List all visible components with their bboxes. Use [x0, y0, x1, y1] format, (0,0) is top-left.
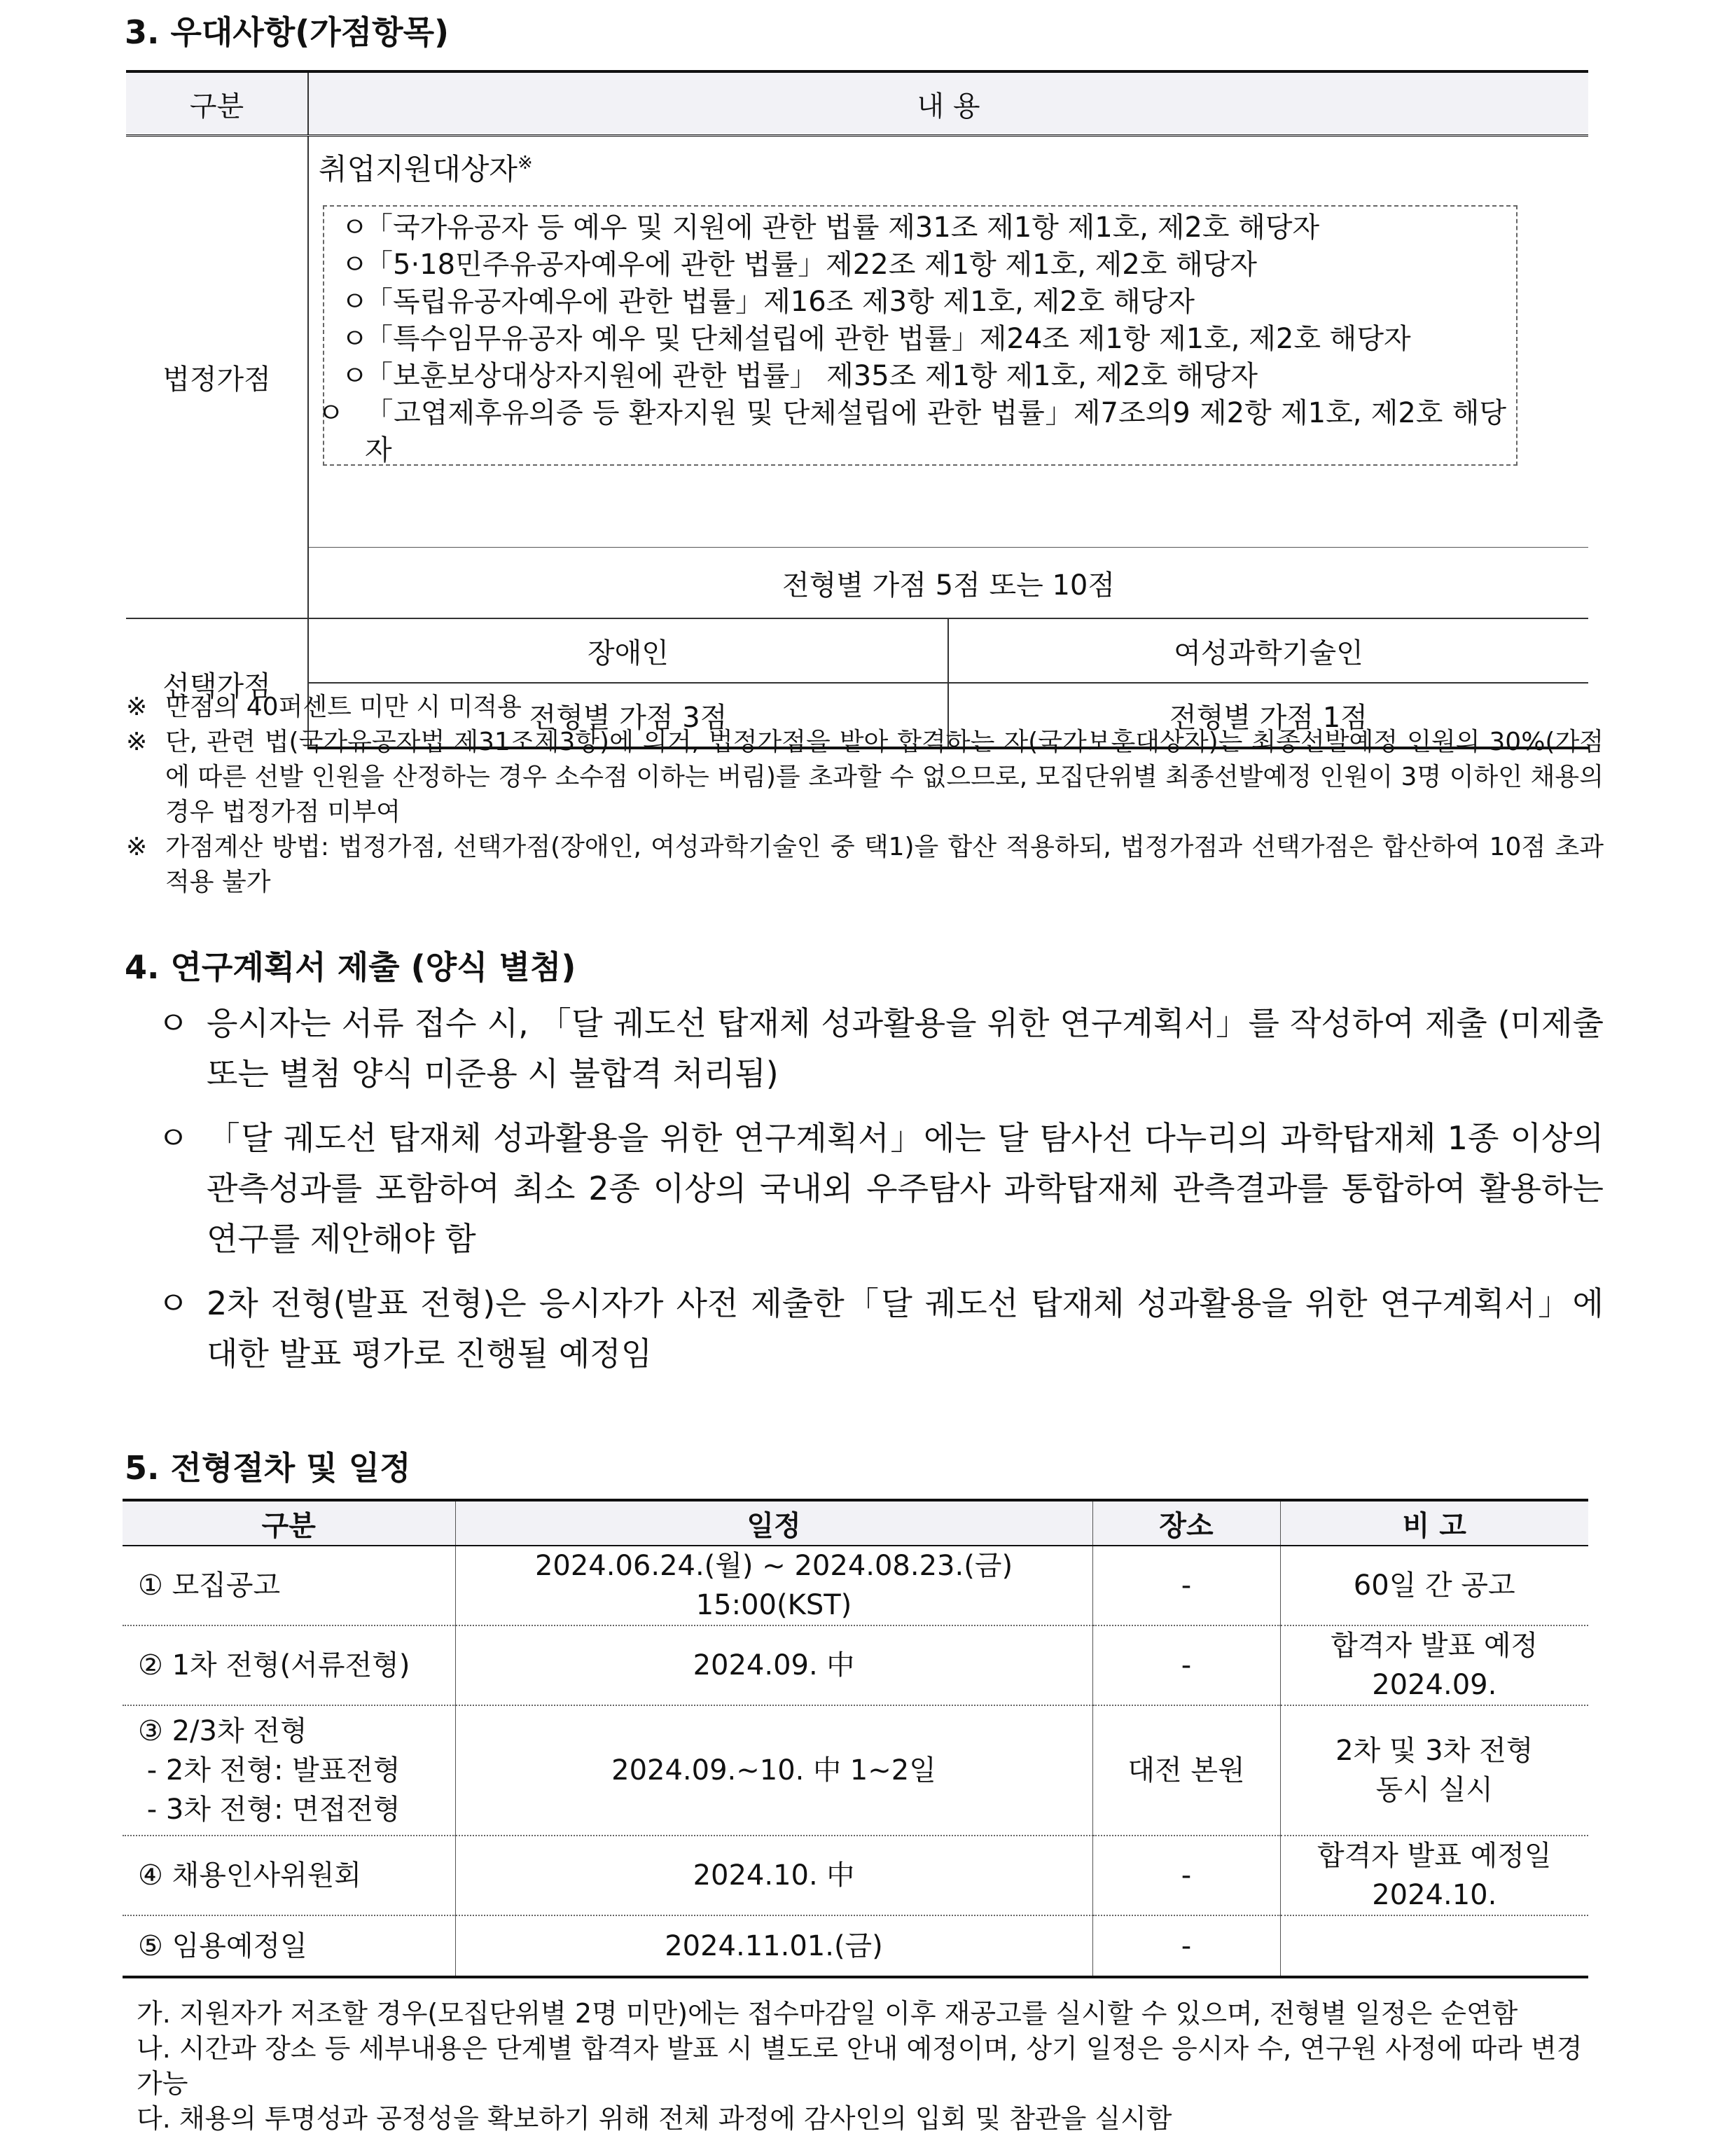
place-cell: - — [1092, 1915, 1280, 1977]
law-item: ㅇ「보훈보상대상자지원에 관한 법률」 제35조 제1항 제1호, 제2호 해당자 — [341, 360, 1258, 392]
note-item: 다. 채용의 투명성과 공정성을 확보하기 위해 전체 과정에 감사인의 입회 및 참관을 실시함 — [137, 2103, 1172, 2134]
schedule-cell: 2024.09. 中 — [455, 1625, 1092, 1705]
place-cell: 대전 본원 — [1092, 1705, 1280, 1836]
header-schedule: 일정 — [455, 1500, 1092, 1546]
note-cell — [1280, 1915, 1588, 1977]
law-item: ㅇ「5·18민주유공자예우에 관한 법률」제22조 제1항 제1호, 제2호 해당자 — [341, 249, 1258, 281]
table-row — [123, 1836, 1588, 1915]
legal-subheading: 취업지원대상자※ — [319, 152, 533, 186]
stage-cell: ① 모집공고 — [123, 1546, 455, 1625]
selective-col1-points: 전형별 가점 3점 — [308, 683, 948, 748]
schedule-table — [123, 1499, 1588, 1978]
note-cell: 합격자 발표 예정 2024.09. — [1280, 1625, 1588, 1705]
table-row — [123, 1546, 1588, 1625]
selective-col1-name: 장애인 — [308, 618, 948, 683]
place-cell: - — [1092, 1836, 1280, 1915]
legal-points-content — [308, 136, 1588, 548]
stage-cell: ② 1차 전형(서류전형) — [123, 1625, 455, 1705]
table-row — [123, 1625, 1588, 1705]
header-category: 구분 — [126, 71, 308, 136]
header-note: 비 고 — [1280, 1500, 1588, 1546]
bonus-points-table — [126, 70, 1588, 749]
list-item: ㅇ 응시자는 서류 접수 시, 「달 궤도선 탑재체 성과활용을 위한 연구계획서」를 작성하여 제출 (미제출 또는 별첨 양식 미준용 시 불합격 처리됨) — [158, 1004, 1604, 1093]
note-item: ※ 만점의 40퍼센트 미만 시 미적용 — [126, 693, 522, 721]
schedule-cell: 2024.09.~10. 中 1~2일 — [455, 1705, 1092, 1836]
header-content: 내 용 — [308, 71, 1588, 136]
stage-cell: ③ 2/3차 전형 - 2차 전형: 발표전형 - 3차 전형: 면접전형 — [123, 1705, 455, 1836]
legal-points-value: 전형별 가점 5점 또는 10점 — [308, 548, 1588, 619]
note-cell: 60일 간 공고 — [1280, 1546, 1588, 1625]
table-row — [123, 1915, 1588, 1977]
note-cell: 2차 및 3차 전형 동시 실시 — [1280, 1705, 1588, 1836]
note-item: 가. 지원자가 저조할 경우(모집단위별 2명 미만)에는 접수마감일 이후 재공고를 실시할 수 있으며, 전형별 일정은 순연함 — [137, 1998, 1518, 2029]
section5-title: 5. 전형절차 및 일정 — [125, 1449, 411, 1487]
schedule-cell: 2024.06.24.(월) ~ 2024.08.23.(금) 15:00(KST) — [455, 1546, 1092, 1625]
place-cell: - — [1092, 1546, 1280, 1625]
selective-col2-points: 전형별 가점 1점 — [948, 683, 1588, 748]
place-cell: - — [1092, 1625, 1280, 1705]
section3-notes — [126, 690, 1604, 900]
law-item: ㅇ 「고엽제후유의증 등 환자지원 및 단체설립에 관한 법률」제7조의9 제2항 제1호, 제2호 해당자 — [317, 397, 1506, 466]
note-cell: 합격자 발표 예정일 2024.10. — [1280, 1836, 1588, 1915]
section3-title: 3. 우대사항(가점항목) — [125, 13, 450, 51]
list-item: ㅇ 2차 전형(발표 전형)은 응시자가 사전 제출한「달 궤도선 탑재체 성과활용을 위한 연구계획서」에 대한 발표 평가로 진행될 예정임 — [158, 1284, 1604, 1373]
stage-cell: ④ 채용인사위원회 — [123, 1836, 455, 1915]
section5-notes — [137, 1996, 1607, 2136]
table-row — [123, 1705, 1588, 1836]
note-item: ※ 단, 관련 법(국가유공자법 제31조제3항)에 의거, 법정가점을 받아 합격하는 자(국가보훈대상자)는 최종선발예정 인원의 30%(가점에 따른 선발 인원을 산정하는 경우 소수점 이하는 버림)를 초과할 수 없으므로, 모집단위별 최종선발예정 인원이 3명 이하인 채용의 경우 법정가점 미부여 — [126, 728, 1604, 826]
schedule-cell: 2024.10. 中 — [455, 1836, 1092, 1915]
schedule-cell: 2024.11.01.(금) — [455, 1915, 1092, 1977]
header-stage: 구분 — [123, 1500, 455, 1546]
note-item: ※ 가점계산 방법: 법정가점, 선택가점(장애인, 여성과학기술인 중 택1)을 합산 적용하되, 법정가점과 선택가점은 합산하여 10점 초과 적용 불가 — [126, 833, 1604, 896]
selective-points-label: 선택가점 — [126, 618, 308, 748]
law-list-box — [317, 205, 1518, 466]
list-item: ㅇ 「달 궤도선 탑재체 성과활용을 위한 연구계획서」에는 달 탐사선 다누리의 과학탑재체 1종 이상의 관측성과를 포함하여 최소 2종 이상의 국내외 우주탐사 과학탑재체 관측결과를 통합하여 활용하는 연구를 제안해야 함 — [158, 1119, 1604, 1258]
section4-title: 4. 연구계획서 제출 (양식 별첨) — [125, 948, 576, 986]
legal-points-label: 법정가점 — [126, 136, 308, 619]
note-item: 나. 시간과 장소 등 세부내용은 단계별 합격자 발표 시 별도로 안내 예정이며, 상기 일정은 응시자 수, 연구원 사정에 따라 변경 가능 — [137, 2033, 1583, 2099]
law-item: ㅇ「독립유공자예우에 관한 법률」제16조 제3항 제1호, 제2호 해당자 — [341, 286, 1195, 318]
section4-list — [158, 998, 1604, 1393]
selective-col2-name: 여성과학기술인 — [948, 618, 1588, 683]
law-item: ㅇ「특수임무유공자 예우 및 단체설립에 관한 법률」제24조 제1항 제1호, 제2호 해당자 — [341, 323, 1411, 355]
law-item: ㅇ「국가유공자 등 예우 및 지원에 관한 법률 제31조 제1항 제1호, 제2호 해당자 — [341, 211, 1320, 244]
header-place: 장소 — [1092, 1500, 1280, 1546]
stage-cell: ⑤ 임용예정일 — [123, 1915, 455, 1977]
